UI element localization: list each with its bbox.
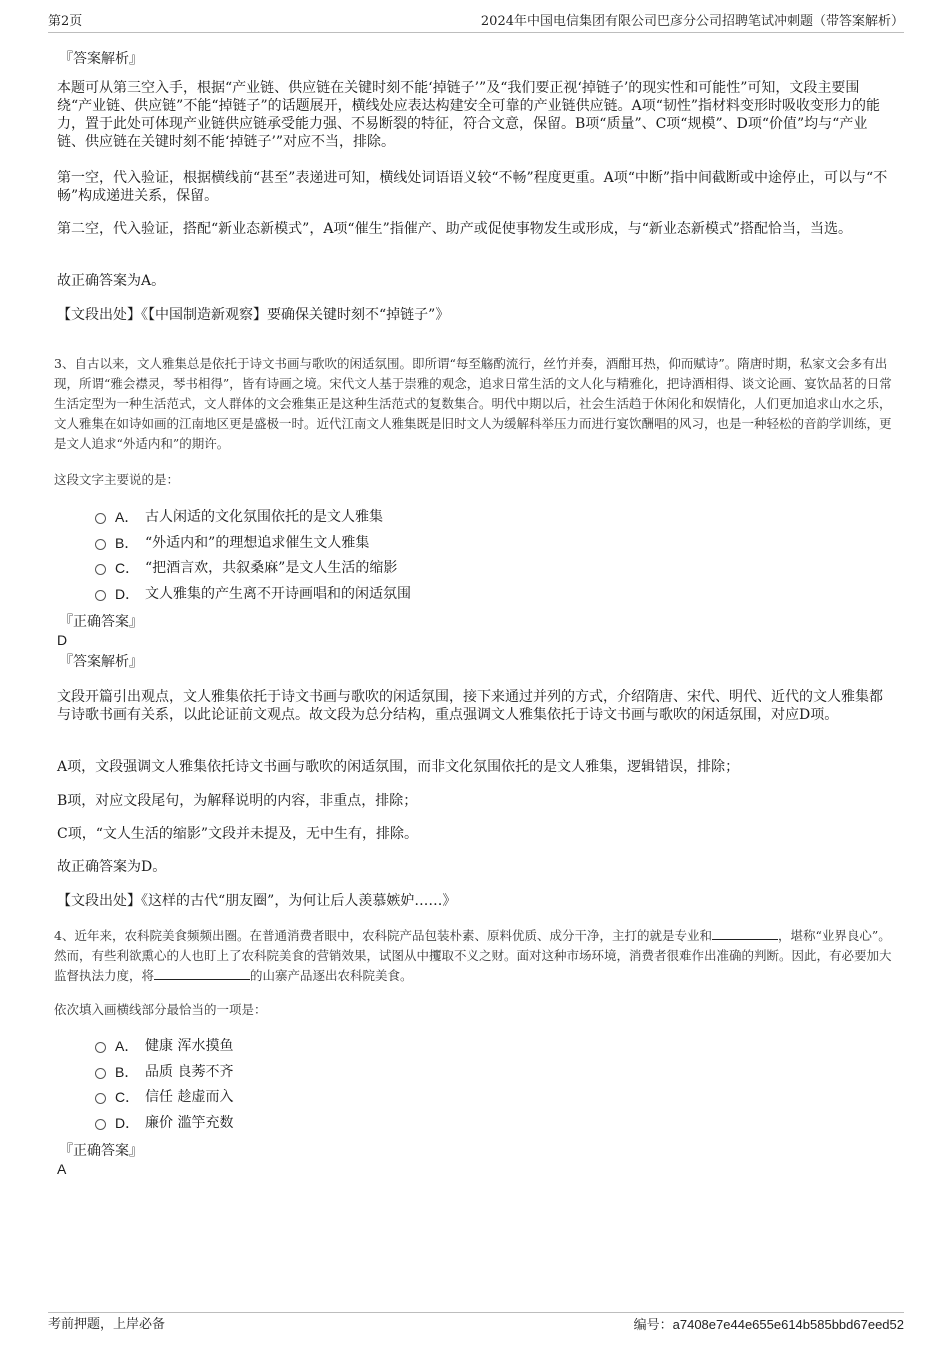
option-text: 品质 良莠不齐 — [145, 1064, 234, 1080]
radio-icon[interactable] — [95, 1119, 106, 1130]
q3-answer: D — [57, 632, 68, 648]
document-code — [634, 1315, 904, 1336]
option-text: 文人雅集的产生离不开诗画唱和的闲适氛围 — [145, 586, 411, 602]
page-footer — [48, 1312, 904, 1335]
q4-stem-part-2: ，堪称“业界良心”。然而，有些利欲熏心的人也盯上了农科院美食的营销效果，试图从中攫取不义之财。面对这种市场环境，消费者很难作出准确的判断。因此，有必要加大监督执法力度，将 — [54, 928, 892, 983]
q2-analysis-paragraph-2: 第一空，代入验证，根据横线前“甚至”表递进可知，横线处词语语义较“不畅”程度更重。A项“中断”指中间截断或中途停止，可以与“不畅”构成递进关系，保留。 — [57, 170, 888, 204]
footer-slogan: 考前押题，上岸必备 — [48, 1317, 166, 1332]
q2-analysis-label: 『答案解析』 — [59, 51, 143, 67]
q4-answer: A — [57, 1161, 67, 1177]
option-letter: B． — [115, 1064, 139, 1080]
option-letter: A． — [115, 509, 139, 525]
radio-icon[interactable] — [95, 564, 106, 575]
page-number: 第2页 — [48, 14, 83, 29]
q4-stem-part-3: 的山寨产品逐出农科院美食。 — [250, 968, 413, 983]
q3-analysis-label: 『答案解析』 — [59, 654, 143, 670]
q3-answer-statement: 故正确答案为D。 — [57, 859, 167, 875]
option-text: 廉价 滥竽充数 — [145, 1115, 234, 1131]
radio-icon[interactable] — [95, 1068, 106, 1079]
blank-line-2 — [154, 967, 250, 980]
option-letter: C． — [115, 1089, 140, 1105]
option-text: 古人闲适的文化氛围依托的是文人雅集 — [145, 509, 383, 525]
option-letter: D． — [115, 586, 140, 602]
radio-icon[interactable] — [95, 1093, 106, 1104]
q3-analysis-paragraph-2: A项，文段强调文人雅集依托诗文书画与歌吹的闲适氛围，而非文化氛围依托的是文人雅集，逻辑错误，排除； — [57, 759, 740, 775]
option-letter: D． — [115, 1115, 140, 1131]
radio-icon[interactable] — [95, 590, 106, 601]
q2-analysis-paragraph-3: 第二空，代入验证，搭配“新业态新模式”，A项“催生”指催产、助产或促使事物发生或形成，与“新业态新模式”搭配恰当，当选。 — [57, 221, 853, 237]
q2-answer-statement: 故正确答案为A。 — [57, 273, 166, 289]
q3-analysis-paragraph-1: 文段开篇引出观点，文人雅集依托于诗文书画与歌吹的闲适氛围，接下来通过并列的方式，介绍隋唐、宋代、明代、近代的文人雅集都与诗歌书画有关系，以此论证前文观点。故文段为总分结构，重点强调文人雅集依托于诗文书画与歌吹的闲适氛围，对应D项。 — [57, 689, 883, 723]
option-text: “把酒言欢，共叙桑麻”是文人生活的缩影 — [145, 560, 398, 576]
q4-answer-label: 『正确答案』 — [59, 1143, 143, 1159]
q2-analysis-paragraph-1: 本题可从第三空入手，根据“产业链、供应链在关键时刻不能‘掉链子’”及“我们要正视‘掉链子’的现实性和可能性”可知，文段主要围绕“产业链、供应链”不能“掉链子”的话题展开，横线处应表达构建安全可靠的产业链供应链。A项“韧性”指材料变形时吸收变形力的能力，置于此处可体现产业链供应链承受能力强、不易断裂的特征，符合文意，保留。B项“质量”、C项“规模”、D项“价值”均与“产业链、供应链在关键时刻不能‘掉链子’”对应不当，排除。 — [57, 80, 881, 150]
option-letter: C． — [115, 560, 140, 576]
option-text: 健康 浑水摸鱼 — [145, 1038, 234, 1054]
q3-analysis-paragraph-4: C项，“文人生活的缩影”文段并未提及，无中生有，排除。 — [57, 826, 419, 842]
q3-question: 这段文字主要说的是： — [54, 472, 180, 487]
radio-icon[interactable] — [95, 539, 106, 550]
q3-analysis-paragraph-3: B项，对应文段尾句，为解释说明的内容，非重点，排除； — [57, 793, 418, 809]
option-text: “外适内和”的理想追求催生文人雅集 — [145, 535, 370, 551]
q3-source: 【文段出处】《这样的古代“朋友圈”，为何让后人羡慕嫉妒……》 — [57, 893, 457, 909]
q4-question: 依次填入画横线部分最恰当的一项是： — [54, 1002, 267, 1017]
q4-stem-part-1: 4、近年来，农科院美食频频出圈。在普通消费者眼中，农科院产品包装朴素、原料优质、成分干净，主打的就是专业和 — [54, 928, 712, 943]
radio-icon[interactable] — [95, 513, 106, 524]
document-title: 2024年中国电信集团有限公司巴彦分公司招聘笔试冲刺题（带答案解析） — [480, 14, 904, 29]
q2-source: 【文段出处】《【中国制造新观察】要确保关键时刻不“掉链子”》 — [57, 307, 450, 323]
q4-stem — [54, 926, 899, 986]
q3-stem: 3、自古以来，文人雅集总是依托于诗文书画与歌吹的闲适氛围。即所谓“每至觞酌流行，丝竹并奏，酒酣耳热，仰而赋诗”。隋唐时期，私家文会多有出现，所谓“雅会襟灵，琴书相得”，皆有诗画之境。宋代文人基于崇雅的观念，追求日常生活的文人化与精雅化，把诗酒相得、谈文论画、宴饮品茗的日常生活定型为一种生活范式，文人群体的文会雅集正是这种生活范式的复数集合。明代中期以后，社会生活趋于休闲化和娱情化，人们更加追求山水之乐，文人雅集在如诗如画的江南地区更是盛极一时。近代江南文人雅集既是旧时文人为缓解科举压力而进行宴饮酬唱的风习，也是一种轻松的音韵学训练，更是文人追求“外适内和”的期许。 — [54, 356, 892, 451]
code-label: 编号： — [633, 1318, 673, 1333]
page-header — [48, 14, 904, 33]
radio-icon[interactable] — [95, 1042, 106, 1053]
q3-answer-label: 『正确答案』 — [59, 614, 143, 630]
option-letter: B． — [115, 535, 139, 551]
blank-line-1 — [712, 927, 778, 940]
option-letter: A． — [115, 1038, 139, 1054]
code-value: a7408e7e44e655e614b585bbd67eed52 — [672, 1317, 904, 1332]
option-text: 信任 趁虚而入 — [145, 1089, 234, 1105]
